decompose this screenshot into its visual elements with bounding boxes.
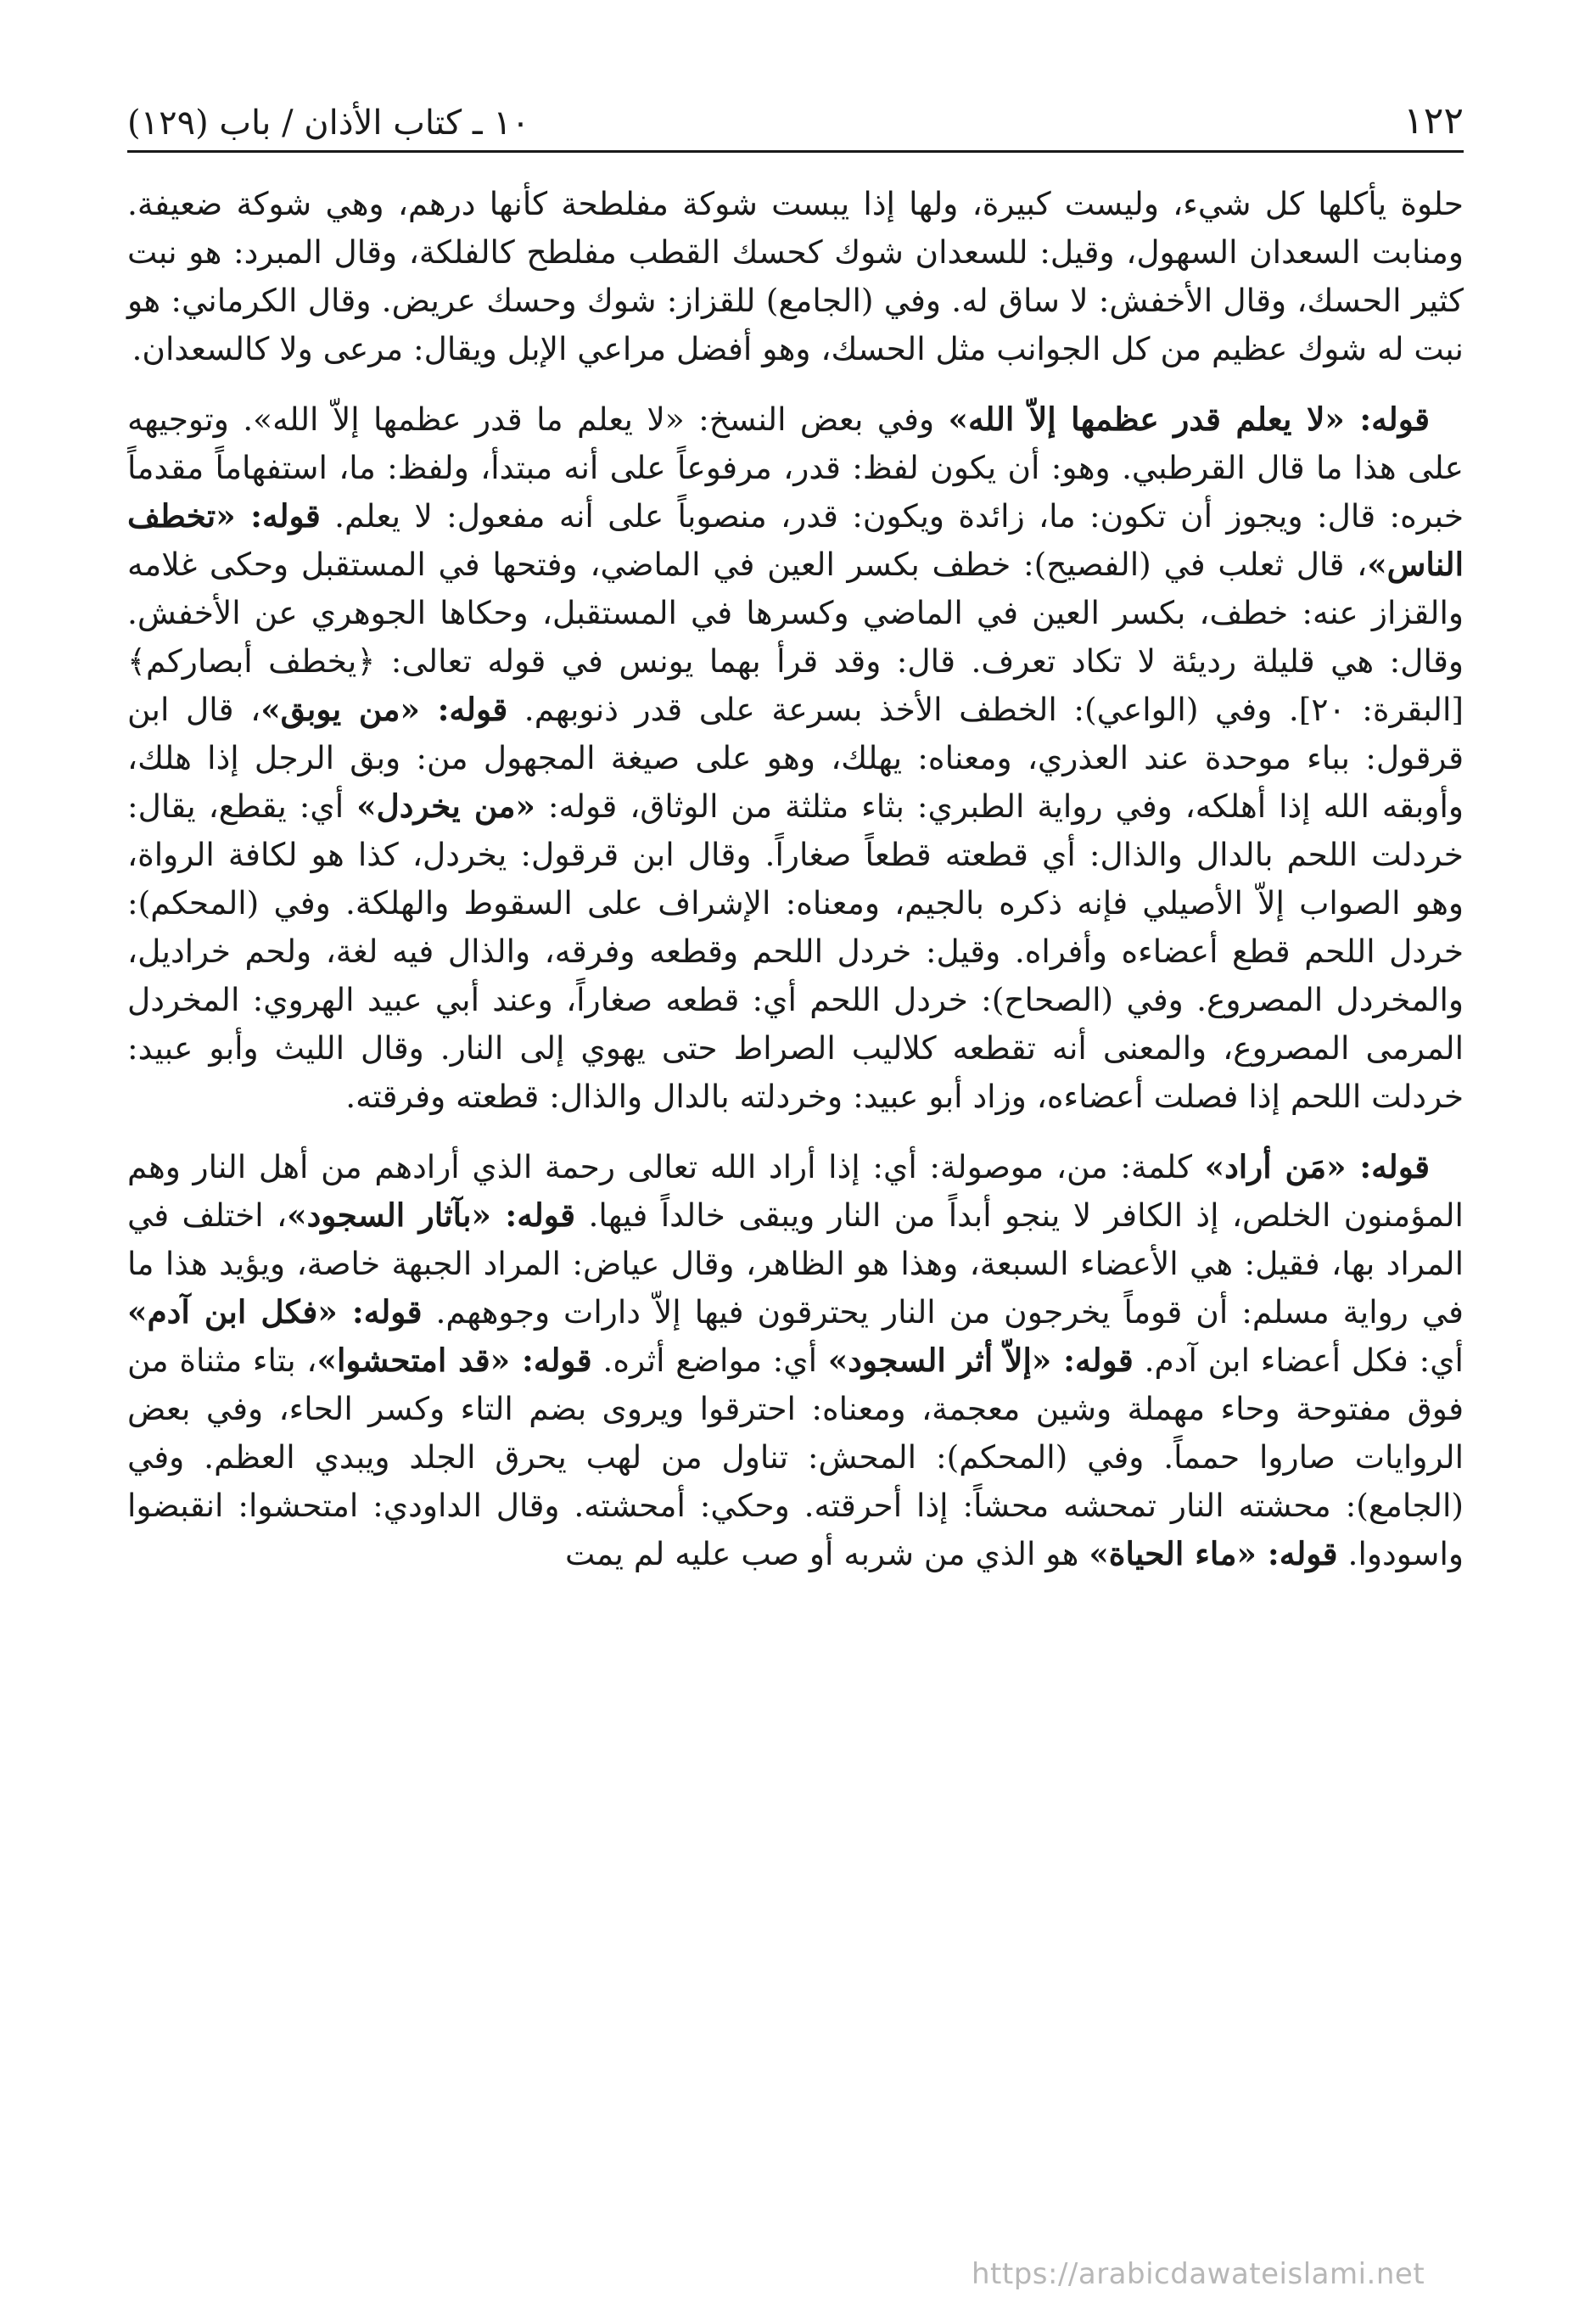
quote-heading: «من يخردل» bbox=[356, 787, 535, 825]
quote-heading: قوله: «ماء الحياة» bbox=[1089, 1535, 1338, 1572]
paragraph bbox=[127, 1143, 1464, 1578]
quote-heading: قوله: «من يوبق» bbox=[260, 691, 508, 728]
quote-heading: قوله: «لا يعلم قدر عظمها إلاّ الله» bbox=[948, 401, 1430, 438]
page-header bbox=[127, 81, 1464, 153]
paragraph-text: ، قال ابن قرقول: بباء موحدة عند العذري، ومعناه: يهلك، وهو على صيغة المجهول من: وبق الرجل إذا هلك، وأوبقه الله إذا أهلكه، وفي رواية الطبري: بثاء مثلثة من الوثاق، قوله: bbox=[127, 691, 1464, 825]
quote-heading: قوله: «تخطف الناس» bbox=[127, 497, 1464, 583]
paragraph-text: وفي بعض النسخ: «لا يعلم ما قدر عظمها إلاّ الله». وتوجيهه على هذا ما قال القرطبي. وهو: أن يكون لفظ: قدر، مرفوعاً على أنه مبتدأ، ولفظ: ما، استفهاماً مقدماً خبره: قال: ويجوز أن تكون: ما، زائدة ويكون: قدر، منصوباً على أنه مفعول: لا يعلم. bbox=[127, 401, 1464, 535]
quote-heading: قوله: «قد امتحشوا» bbox=[316, 1342, 592, 1379]
paragraph-text: ، قال ثعلب في (الفصيح): خطف بكسر العين في الماضي، وفتحها في المستقبل وحكى غلامه والقزاز عنه: خطف، بكسر العين في الماضي وكسرها في المستقبل، وحكاها الجوهري عن الأخفش. وقال: هي قليلة رديئة لا تكاد تعرف. قال: وقد قرأ بهما يونس في قوله تعالى: ﴿يخطف أبصاركم﴾ [البقرة: ٢٠]. وفي (الواعي): الخطف الأخذ بسرعة على قدر ذنوبهم. bbox=[127, 546, 1464, 728]
quote-heading: قوله: «فكل ابن آدم» bbox=[127, 1293, 423, 1331]
paragraph bbox=[127, 180, 1464, 373]
running-title: ١٠ ـ كتاب الأذان / باب (١٢٩) bbox=[127, 104, 530, 143]
paragraph-text: ، بتاء مثناة من فوق مفتوحة وحاء مهملة وشين معجمة، ومعناه: احترقوا ويروى بضم التاء وكسر الحاء، وفي بعض الروايات صاروا حمماً. وفي (المحكم): المحش: تناول من لهب يحرق الجلد ويبدي العظم. وفي (الجامع): محشته النار تمحشه محشاً: إذا أحرقته. وحكي: أمحشته. وقال الداودي: امتحشوا: انقبضوا واسودوا. bbox=[127, 1342, 1464, 1572]
paragraph-text: أي: فكل أعضاء ابن آدم. bbox=[1133, 1342, 1464, 1379]
paragraph-text: أي: مواضع أثره. bbox=[591, 1342, 828, 1379]
paragraph bbox=[127, 395, 1464, 1121]
body-text bbox=[127, 180, 1464, 1578]
paragraph-text: ، اختلف في المراد بها، فقيل: هي الأعضاء السبعة، وهذا هو الظاهر، وقال عياض: المراد الجبهة خاصة، ويؤيد هذا ما في رواية مسلم: أن قوماً يخرجون من النار يحترقون فيها إلاّ دارات وجوههم. bbox=[127, 1196, 1464, 1331]
quote-heading: قوله: «بآثار السجود» bbox=[287, 1196, 576, 1234]
paragraph-text: أي: يقطع، يقال: خردلت اللحم بالدال والذال: أي قطعته قطعاً صغاراً. وقال ابن قرقول: يخردل، كذا هو لكافة الرواة، وهو الصواب إلاّ الأصيلي فإنه ذكره بالجيم، ومعناه: الإشراف على السقوط والهلكة. وفي (المحكم): خردل اللحم قطع أعضاءه وأفراه. وقيل: خردل اللحم وقطعه وفرقه، والذال فيه لغة، ولحم خراديل، والمخردل المصروع. وفي (الصحاح): خردل اللحم أي: قطعه صغاراً، وعند أبي عبيد الهروي: المخردل المرمى المصروع، والمعنى أنه تقطعه كلاليب الصراط حتى يهوي إلى النار. وقال الليث وأبو عبيد: خردلت اللحم إذا فصلت أعضاءه، وزاد أبو عبيد: وخردلته بالدال والذال: قطعته وفرقته. bbox=[127, 787, 1464, 1115]
watermark-url: https://arabicdawateislami.net bbox=[972, 2257, 1425, 2291]
quote-heading: قوله: «مَن أراد» bbox=[1204, 1148, 1431, 1185]
paragraph-text: هو الذي من شربه أو صب عليه لم يمت bbox=[565, 1535, 1089, 1572]
book-page bbox=[127, 81, 1464, 1600]
paragraph-text: حلوة يأكلها كل شيء، وليست كبيرة، ولها إذا يبست شوكة مفلطحة كأنها درهم، وهي شوكة ضعيفة. ومنابت السعدان السهول، وقيل: للسعدان شوك كحسك القطب مفلطح كالفلكة، وقال المبرد: هو نبت كثير الحسك، وقال الأخفش: لا ساق له. وفي (الجامع) للقزاز: شوك وحسك عريض. وقال الكرماني: هو نبت له شوك عظيم من كل الجوانب مثل الحسك، وهو أفضل مراعي الإبل ويقال: مرعى ولا كالسعدان. bbox=[127, 185, 1464, 367]
page-number: ١٢٢ bbox=[1403, 99, 1464, 143]
paragraph-text: كلمة: من، موصولة: أي: إذا أراد الله تعالى رحمة الذي أرادهم من أهل النار وهم المؤمنون الخلص، إذ الكافر لا ينجو أبداً من النار ويبقى خالداً فيها. bbox=[127, 1148, 1464, 1234]
quote-heading: قوله: «إلاّ أثر السجود» bbox=[827, 1342, 1134, 1379]
